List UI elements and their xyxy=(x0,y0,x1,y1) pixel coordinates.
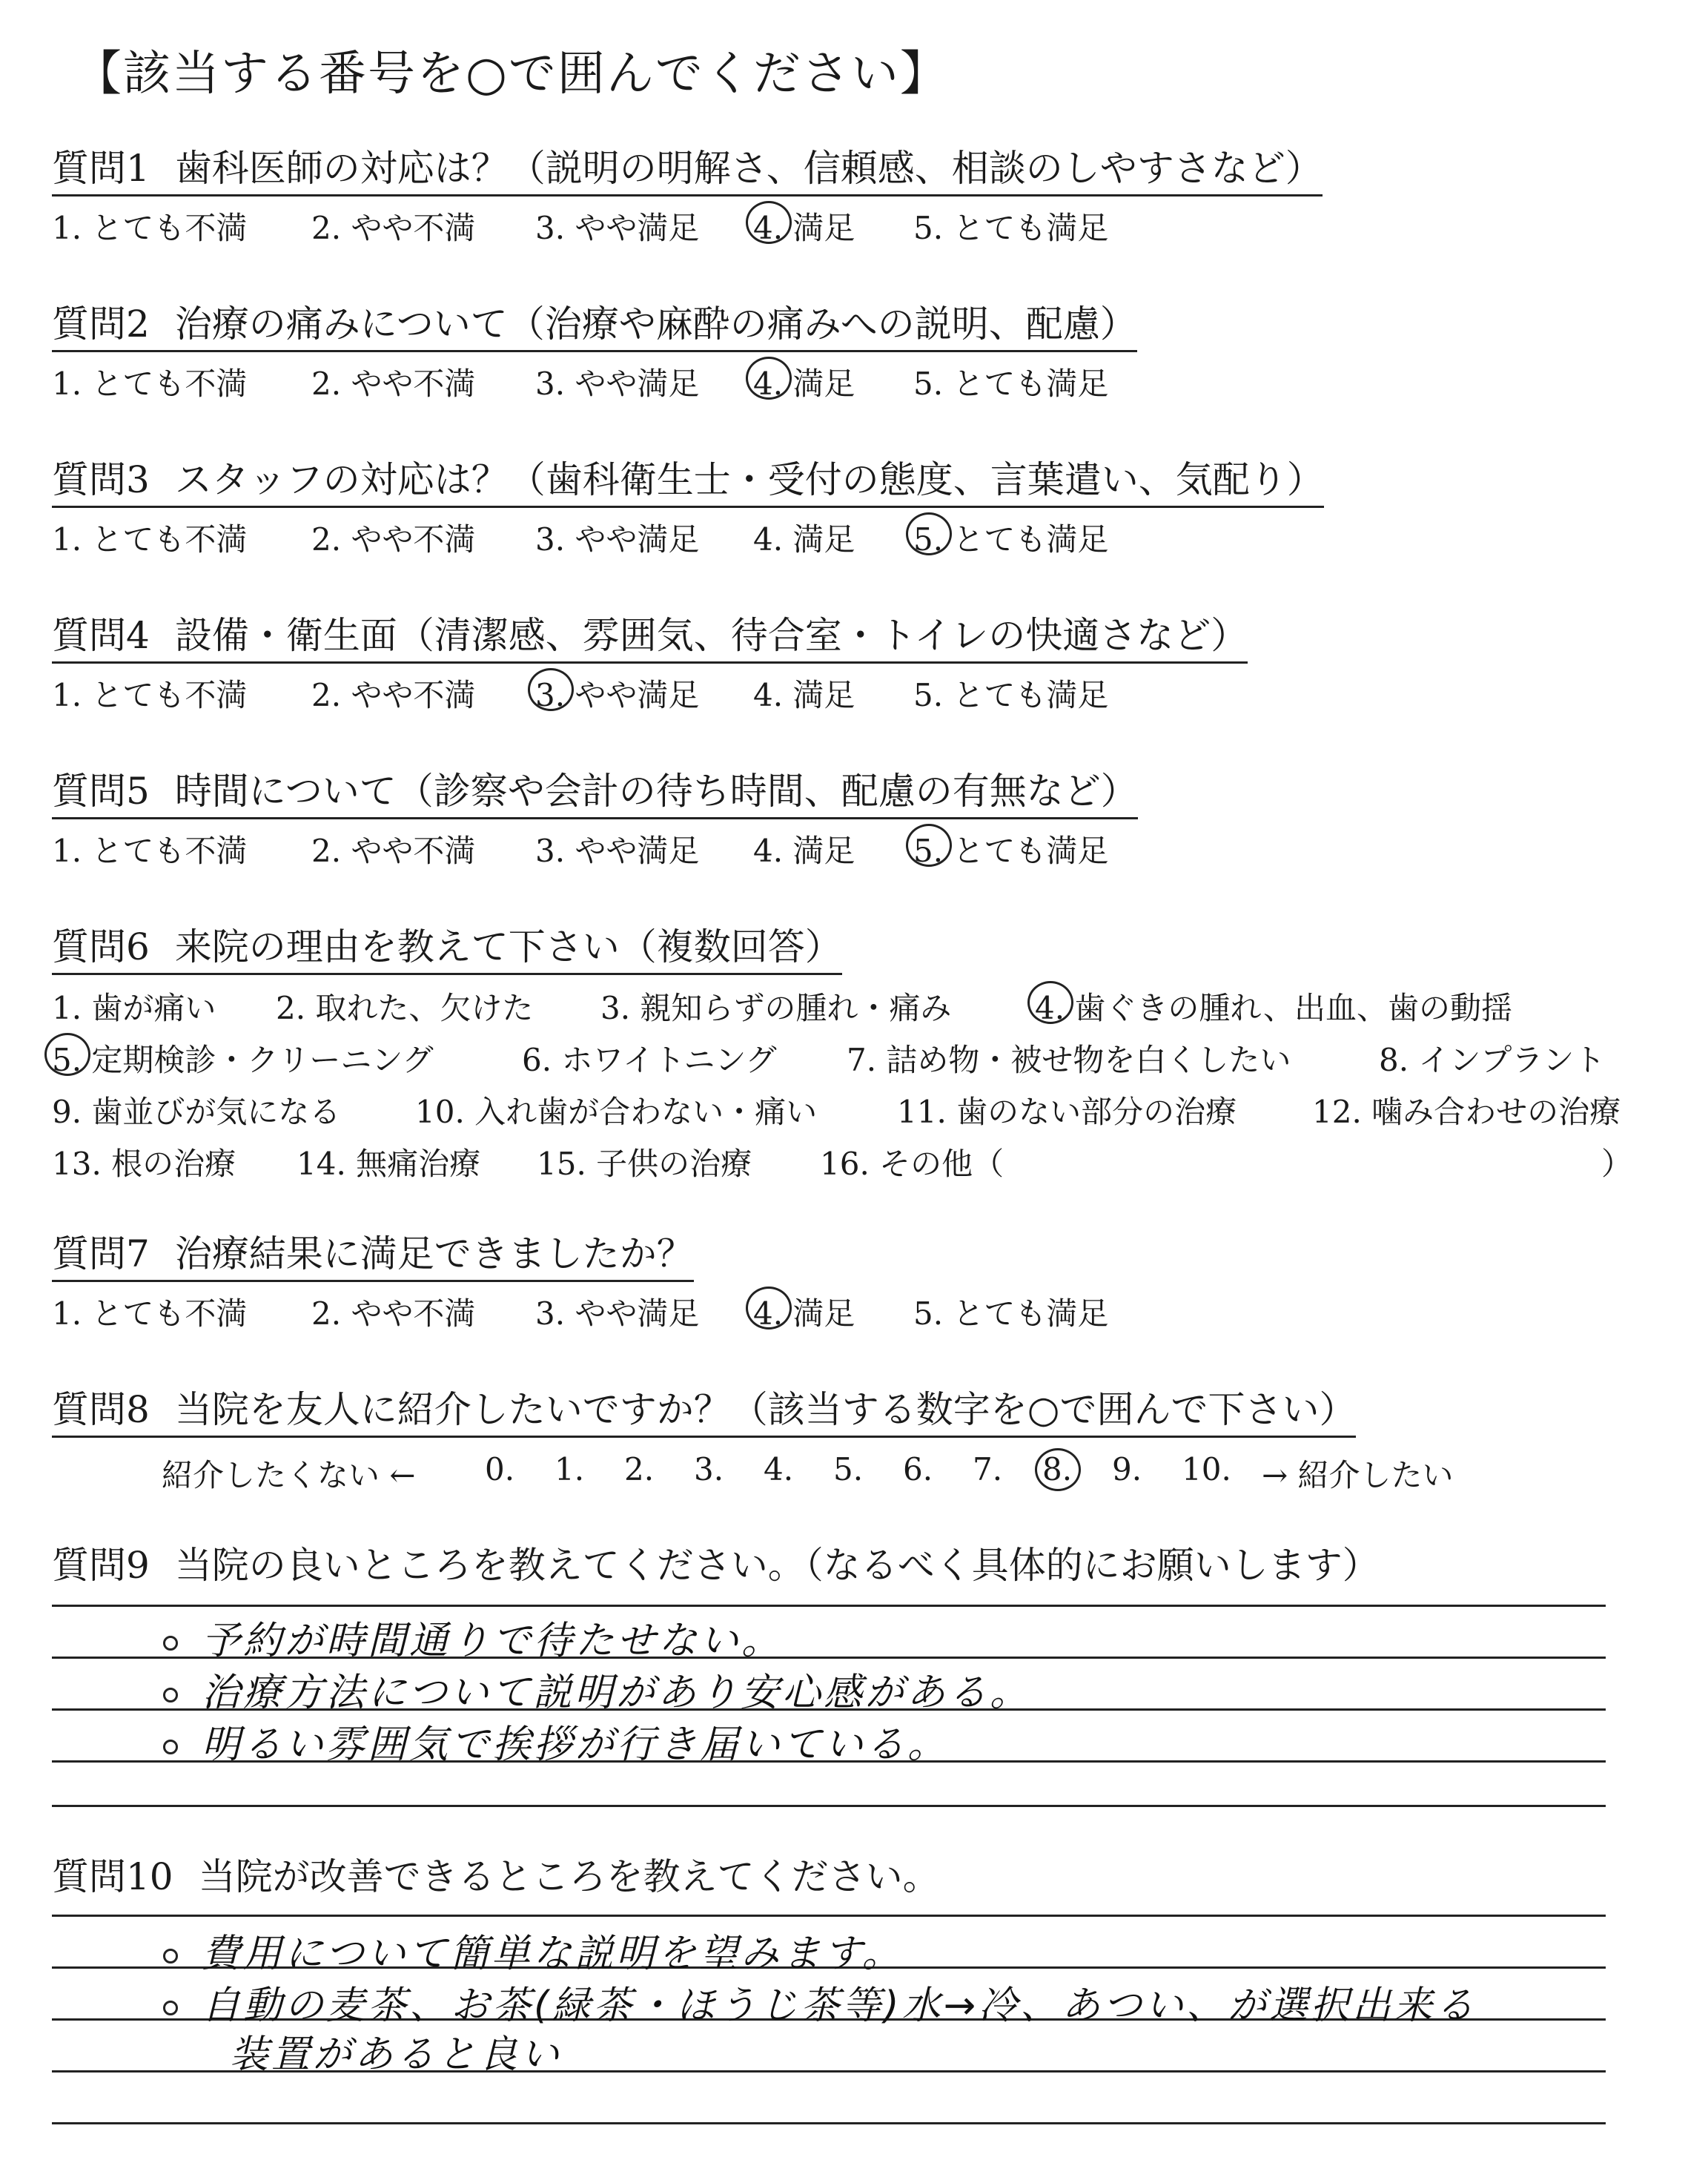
scale-value[interactable]: 5. xyxy=(833,1451,864,1487)
option-5-circled[interactable]: 5. とても満足 xyxy=(913,515,1108,560)
reason-option[interactable]: 12. 噛み合わせの治療 xyxy=(1312,1094,1621,1130)
reason-option[interactable]: 14. 無痛治療 xyxy=(297,1146,481,1182)
question-text: 当院を友人に紹介したいですか？（該当する数字を○で囲んで下さい） xyxy=(174,1388,1357,1431)
option-1[interactable]: 1. とても不満 xyxy=(52,521,248,558)
question-number: 質問7 xyxy=(52,1232,150,1275)
answer-area-q9[interactable] xyxy=(52,1602,1606,1809)
question-text: 設備・衛生面（清潔感、雰囲気、待合室・トイレの快適さなど） xyxy=(174,614,1248,657)
other-close-paren: ） xyxy=(1601,1146,1633,1182)
option-2[interactable]: 2. やや不満 xyxy=(311,521,476,558)
scale-value[interactable]: 2. xyxy=(624,1451,655,1487)
rating-options xyxy=(52,819,1138,869)
handwritten-answer: 自動の麦茶、お茶(緑茶・ほうじ茶等)水→冷、あつい、が選択出来る xyxy=(163,1974,1477,2029)
rating-options xyxy=(52,664,1248,713)
question-2-title xyxy=(52,301,1137,352)
option-3[interactable]: 3. やや満足 xyxy=(535,210,700,246)
reason-option[interactable]: 9. 歯並びが気になる xyxy=(52,1094,341,1130)
option-4-circled[interactable]: 4. 満足 xyxy=(753,360,855,404)
option-2[interactable]: 2. やや不満 xyxy=(311,210,476,246)
question-1-title xyxy=(52,145,1323,196)
scale-value[interactable]: 9. xyxy=(1112,1451,1142,1487)
handwritten-answer: 予約が時間通りで待たせない。 xyxy=(163,1609,783,1665)
question-7-title xyxy=(52,1231,694,1282)
handwritten-answer: 費用について簡単な説明を望みます。 xyxy=(163,1922,904,1978)
option-1[interactable]: 1. とても不満 xyxy=(52,1295,248,1332)
reason-option-circled[interactable]: 5. 定期検診・クリーニング xyxy=(52,1036,434,1080)
question-4 xyxy=(52,612,1248,713)
option-3[interactable]: 3. やや満足 xyxy=(535,366,700,402)
question-4-title xyxy=(52,612,1248,664)
bullet-icon xyxy=(163,1688,178,1702)
scale-value[interactable]: 1. xyxy=(555,1451,585,1487)
reason-option[interactable]: 6. ホワイトニング xyxy=(522,1042,777,1078)
question-number: 質問6 xyxy=(52,925,150,968)
ruled-line xyxy=(52,1605,1606,1607)
question-number: 質問10 xyxy=(52,1855,173,1898)
option-2[interactable]: 2. やや不満 xyxy=(311,833,476,869)
reason-option[interactable]: 8. インプラント xyxy=(1379,1042,1606,1078)
handwritten-answer: 装置があると良い xyxy=(230,2032,563,2077)
reason-option-circled[interactable]: 4. 歯ぐきの腫れ、出血、歯の動揺 xyxy=(1035,984,1512,1028)
option-1[interactable]: 1. とても不満 xyxy=(52,833,248,869)
reason-option[interactable]: 11. 歯のない部分の治療 xyxy=(897,1094,1237,1130)
rating-options xyxy=(52,196,1323,246)
option-3[interactable]: 3. やや満足 xyxy=(535,1295,700,1332)
option-2[interactable]: 2. やや不満 xyxy=(311,677,476,713)
question-5-title xyxy=(52,768,1138,819)
question-text: 来院の理由を教えて下さい（複数回答） xyxy=(174,925,842,968)
handwritten-answer: 治療方法について説明があり安心感がある。 xyxy=(163,1661,1031,1717)
rating-options xyxy=(52,1282,1109,1332)
scale-value[interactable]: 6. xyxy=(903,1451,933,1487)
question-number: 質問4 xyxy=(52,614,150,657)
ruled-line xyxy=(52,1805,1606,1807)
question-9 xyxy=(52,1542,1380,1591)
scale-left-label: 紹介したくない ← xyxy=(162,1457,416,1493)
scale-value[interactable]: 4. xyxy=(764,1451,794,1487)
option-3[interactable]: 3. やや満足 xyxy=(535,833,700,869)
answer-area-q10[interactable] xyxy=(52,1912,1606,2134)
option-2[interactable]: 2. やや不満 xyxy=(311,366,476,402)
question-8 xyxy=(52,1387,1454,1493)
question-2 xyxy=(52,301,1137,402)
option-3[interactable]: 3. やや満足 xyxy=(535,521,700,558)
option-5[interactable]: 5. とても満足 xyxy=(913,366,1109,402)
scale-value[interactable]: 7. xyxy=(973,1451,1003,1487)
ruled-line xyxy=(52,1915,1606,1917)
scale-value[interactable]: 0. xyxy=(485,1451,515,1487)
question-number: 質問9 xyxy=(52,1544,150,1587)
question-number: 質問5 xyxy=(52,770,150,813)
question-10 xyxy=(52,1854,940,1903)
reason-option[interactable]: 10. 入れ歯が合わない・痛い xyxy=(415,1094,818,1130)
option-4-circled[interactable]: 4. 満足 xyxy=(753,204,855,248)
reason-option[interactable]: 7. 詰め物・被せ物を白くしたい xyxy=(847,1042,1291,1078)
question-text: 時間について（診察や会計の待ち時間、配慮の有無など） xyxy=(174,770,1138,813)
reason-option-other[interactable]: 16. その他（ xyxy=(820,1146,1004,1182)
question-6 xyxy=(52,924,1633,1190)
option-5[interactable]: 5. とても満足 xyxy=(913,1295,1109,1332)
reason-option[interactable]: 13. 根の治療 xyxy=(52,1146,236,1182)
instruction-heading: 【該当する番号を○で囲んでください】 xyxy=(74,47,949,102)
reason-options xyxy=(52,975,1633,1190)
bullet-icon xyxy=(163,2001,178,2015)
option-1[interactable]: 1. とても不満 xyxy=(52,677,248,713)
question-text: 当院が改善できるところを教えてください。 xyxy=(198,1855,940,1898)
question-1 xyxy=(52,145,1323,246)
handwritten-answer: 明るい雰囲気で挨拶が行き届いている。 xyxy=(163,1713,949,1768)
option-2[interactable]: 2. やや不満 xyxy=(311,1295,476,1332)
bullet-icon xyxy=(163,1636,178,1651)
bullet-icon xyxy=(163,1949,178,1964)
reason-option[interactable]: 3. 親知らずの腫れ・痛み xyxy=(600,990,952,1026)
question-10-title xyxy=(52,1854,940,1903)
option-1[interactable]: 1. とても不満 xyxy=(52,210,248,246)
scale-value[interactable]: 3. xyxy=(694,1451,724,1487)
option-4[interactable]: 4. 満足 xyxy=(753,677,855,713)
question-number: 質問8 xyxy=(52,1388,150,1431)
question-number: 質問2 xyxy=(52,303,150,346)
option-5[interactable]: 5. とても満足 xyxy=(913,210,1109,246)
question-3 xyxy=(52,457,1324,558)
rating-options xyxy=(52,352,1137,402)
question-text: 当院の良いところを教えてください。（なるべく具体的にお願いします） xyxy=(174,1544,1380,1587)
option-5[interactable]: 5. とても満足 xyxy=(913,677,1109,713)
ruled-line xyxy=(52,2122,1606,2124)
question-text: スタッフの対応は？（歯科衛生士・受付の態度、言葉遣い、気配り） xyxy=(174,458,1324,501)
reason-option[interactable]: 15. 子供の治療 xyxy=(537,1146,752,1182)
option-3-circled[interactable]: 3. やや満足 xyxy=(535,671,699,716)
option-4-circled[interactable]: 4. 満足 xyxy=(753,1289,855,1334)
scale-right-label: → 紹介したい xyxy=(1262,1457,1454,1493)
scale-value-circled[interactable]: 8. xyxy=(1042,1451,1073,1487)
question-3-title xyxy=(52,457,1324,508)
scale-value[interactable]: 10. xyxy=(1182,1451,1231,1487)
question-number: 質問1 xyxy=(52,147,150,190)
reason-option[interactable]: 1. 歯が痛い xyxy=(52,990,216,1026)
option-4[interactable]: 4. 満足 xyxy=(753,521,855,558)
question-text: 歯科医師の対応は？（説明の明解さ、信頼感、相談のしやすさなど） xyxy=(174,147,1323,190)
question-7 xyxy=(52,1231,1109,1332)
option-1[interactable]: 1. とても不満 xyxy=(52,366,248,402)
rating-options xyxy=(52,508,1324,558)
reason-option[interactable]: 2. 取れた、欠けた xyxy=(276,990,534,1026)
question-text: 治療結果に満足できましたか？ xyxy=(174,1232,694,1275)
recommend-scale xyxy=(52,1438,1454,1493)
question-number: 質問3 xyxy=(52,458,150,501)
question-6-title xyxy=(52,924,842,975)
option-4[interactable]: 4. 満足 xyxy=(753,833,855,869)
question-text: 治療の痛みについて（治療や麻酔の痛みへの説明、配慮） xyxy=(174,303,1137,346)
option-5-circled[interactable]: 5. とても満足 xyxy=(913,827,1108,871)
question-8-title xyxy=(52,1387,1356,1438)
question-5 xyxy=(52,768,1138,869)
question-9-title xyxy=(52,1542,1380,1591)
bullet-icon xyxy=(163,1740,178,1754)
